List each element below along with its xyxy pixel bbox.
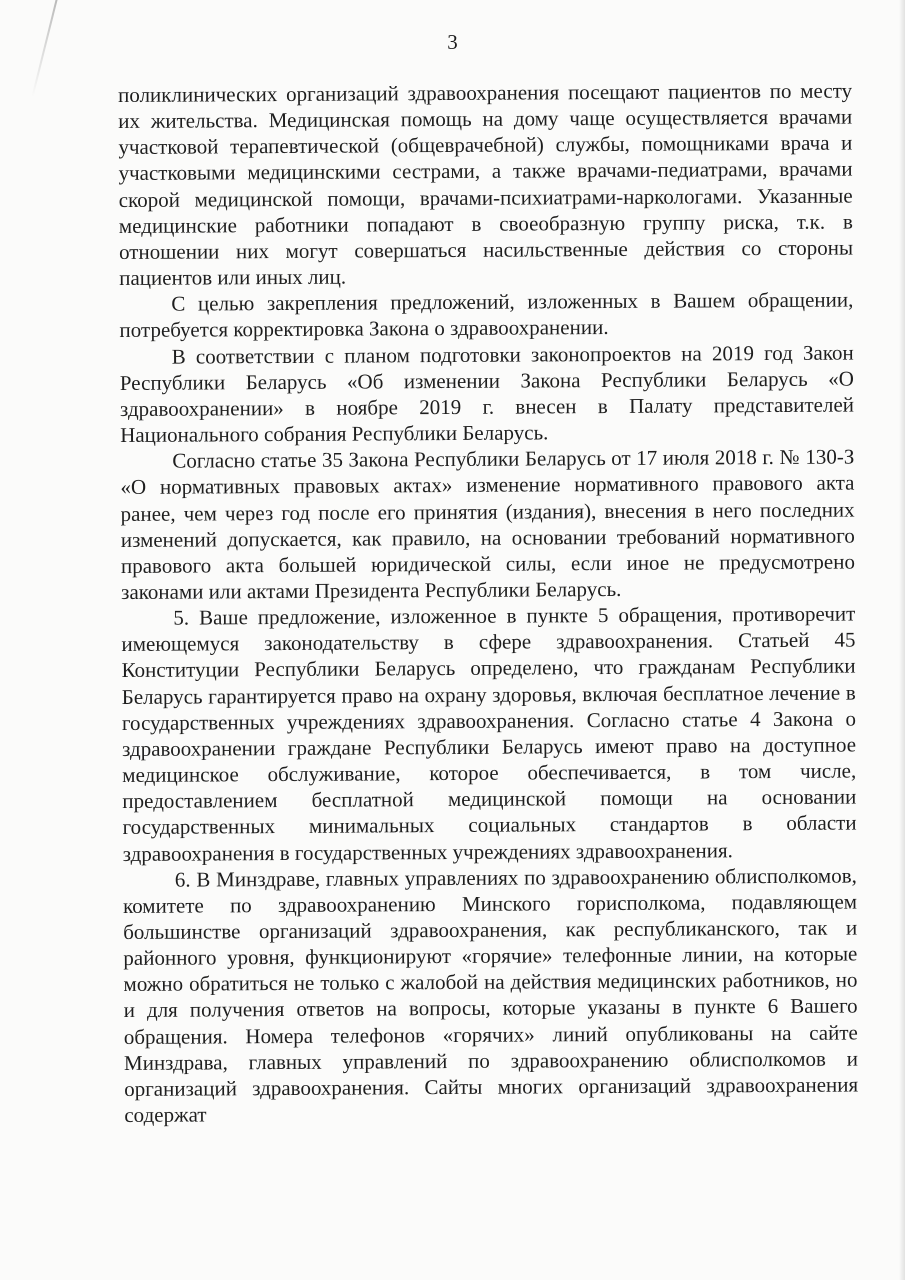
document-body	[118, 78, 858, 1129]
paragraph-continuation: поликлинических организаций здравоохранения посещают пациентов по месту их жительства. Медицинская помощь на дому чаще осуществляется врачами участковой терапевтической (общеврачебной) службы, помощниками врача и участковыми медицинскими сестрами, а также врачами-педиатрами, врачами скорой медицинской помощи, врачами-психиатрами-наркологами. Указанные медицинские работники попадают в своеобразную группу риска, т.к. в отношении них могут совершаться насильственные действия со стороны пациентов или иных лиц.	[118, 78, 854, 291]
paragraph-proposals: С целью закрепления предложений, изложенных в Вашем обращении, потребуется корректировка Закона о здравоохранении.	[119, 287, 854, 343]
paragraph-article-35: Согласно статье 35 Закона Республики Беларусь от 17 июля 2018 г. № 130-З «О нормативных правовых актах» изменение нормативного правового акта ранее, чем через год после его принятия (издания), внесения в него последних изменений допускается, как правило, на основании требований нормативного правового акта большей юридической силы, если иное не предусмотрено законами или актами Президента Республики Беларусь.	[120, 444, 856, 604]
paragraph-legislation-plan: В соответствии с планом подготовки законопроектов на 2019 год Закон Республики Беларусь «Об изменении Закона Республики Беларусь «О здравоохранении» в ноябре 2019 г. внесен в Палату представителей Национального собрания Республики Беларусь.	[119, 340, 855, 448]
paragraph-item-5: 5. Ваше предложение, изложенное в пункте 5 обращения, противоречит имеющемуся законодательству в сфере здравоохранения. Статьей 45 Конституции Республики Беларусь определено, что гражданам Республики Беларусь гарантируется право на охрану здоровья, включая бесплатное лечение в государственных учреждениях здравоохранения. Согласно статье 4 Закона о здравоохранении граждане Республики Беларусь имеют право на доступное медицинское обслуживание, которое обеспечивается, в том числе, предоставлением бесплатной медицинской помощи на основании государственных минимальных социальных стандартов в области здравоохранения в государственных учреждениях здравоохранения.	[121, 601, 857, 866]
page-edge-shadow	[899, 0, 905, 1280]
paragraph-item-6: 6. В Минздраве, главных управлениях по здравоохранению облисполкомов, комитете по здравоохранению Минского горисполкома, подавляющем большинстве организаций здравоохранения, как республиканского, так и районного уровня, функционируют «горячие» телефонные линии, на которые можно обратиться не только с жалобой на действия медицинских работников, но и для получения ответов на вопросы, которые указаны в пункте 6 Вашего обращения. Номера телефонов «горячих» линий опубликованы на сайте Минздрава, главных управлений по здравоохранению облисполкомов и организаций здравоохранения. Сайты многих организаций здравоохранения содержат	[122, 863, 859, 1128]
page-number: 3	[447, 30, 458, 54]
